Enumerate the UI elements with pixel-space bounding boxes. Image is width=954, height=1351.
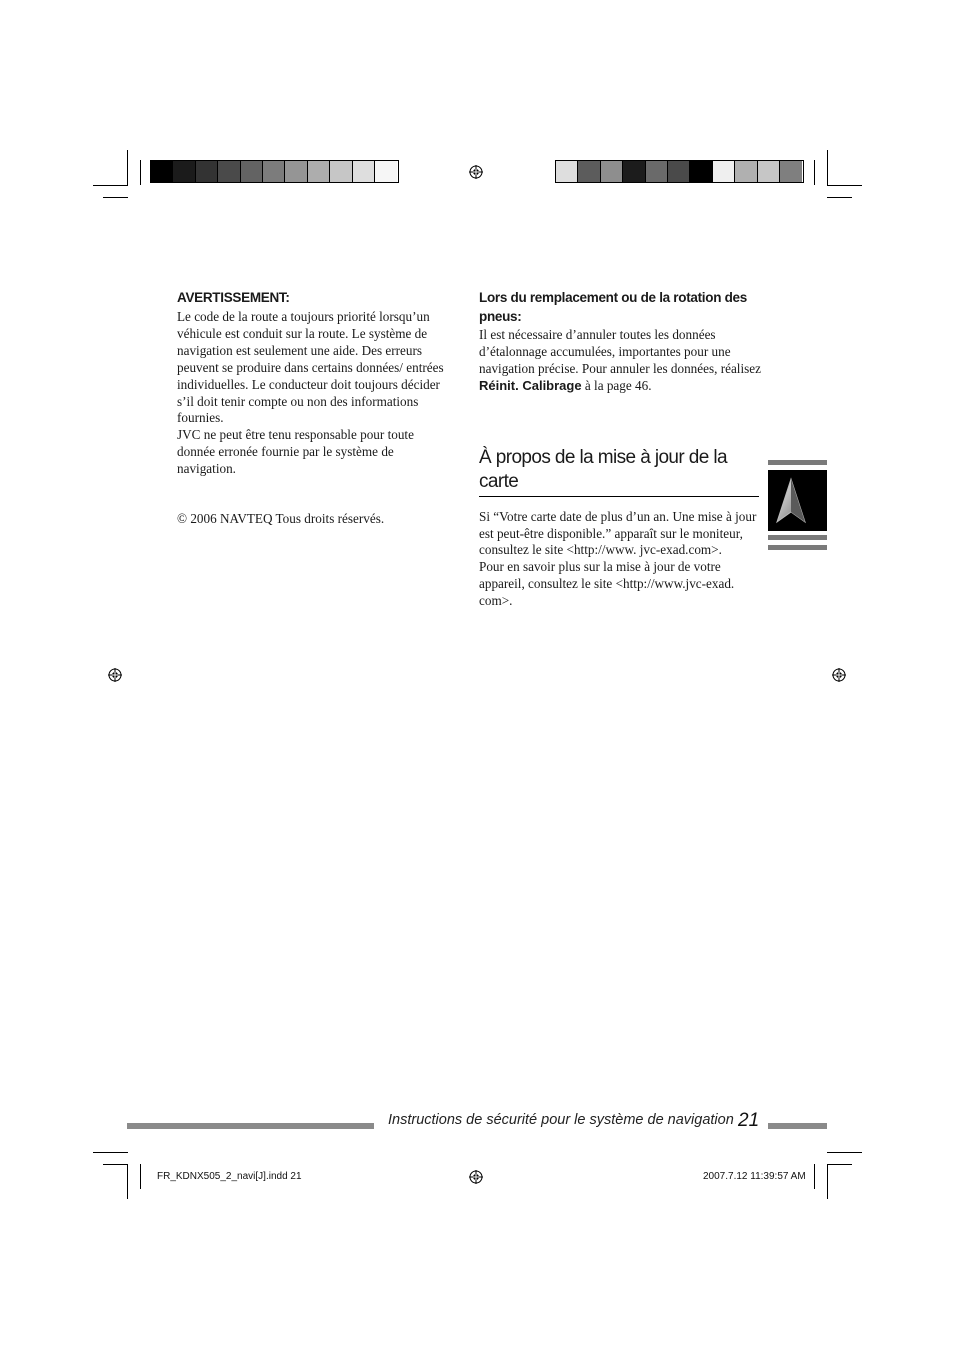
color-swatch [285, 161, 307, 182]
color-swatch [353, 161, 375, 182]
tire-paragraph [479, 327, 761, 395]
footer-title: Instructions de sécurité pour le système de navigation [388, 1112, 734, 1128]
color-swatch [263, 161, 285, 182]
registration-mark-icon [469, 165, 483, 179]
color-swatch [713, 161, 735, 182]
crop-mark [827, 1164, 852, 1165]
map-update-more-paragraph: Pour en savoir plus sur la mise à jour de votre appareil, consultez le site <http://www.jvc-exad. com>. [479, 559, 735, 609]
color-swatch [308, 161, 330, 182]
color-swatch [556, 161, 578, 182]
crop-mark [127, 150, 128, 185]
color-swatch [780, 161, 802, 182]
color-swatch [330, 161, 352, 182]
crop-mark [814, 160, 815, 185]
tire-heading: Lors du remplacement ou de la rotation des pneus: [479, 290, 747, 324]
footer-rule-left [127, 1123, 374, 1129]
page-number: 21 [738, 1110, 760, 1131]
registration-mark-icon [832, 668, 846, 682]
tire-text: Il est nécessaire d’annuler toutes les données d’étalonnage accumulées, importantes pour une navigation précise. Pour annuler les données, réalisez [479, 327, 761, 376]
color-swatch [601, 161, 623, 182]
registration-mark-icon [469, 1170, 483, 1184]
color-swatch [690, 161, 712, 182]
crop-mark [827, 150, 828, 185]
warning-heading: AVERTISSEMENT: [177, 290, 290, 305]
color-swatch [218, 161, 240, 182]
color-calibration-bar-right [555, 160, 804, 183]
crop-mark [103, 197, 128, 198]
slug-timestamp: 2007.7.12 11:39:57 AM [703, 1171, 806, 1182]
registration-mark-icon [108, 668, 122, 682]
crop-mark [827, 1164, 828, 1199]
crop-mark [140, 1164, 141, 1189]
crop-mark [827, 185, 862, 186]
copyright-notice: © 2006 NAVTEQ Tous droits réservés. [177, 511, 385, 527]
color-swatch [646, 161, 668, 182]
left-column [177, 288, 455, 528]
color-swatch [375, 161, 397, 182]
liability-paragraph: JVC ne peut être tenu responsable pour toute donnée erronée fournie par le système de navigation. [177, 427, 414, 477]
color-swatch [578, 161, 600, 182]
crop-mark [127, 1164, 128, 1199]
crop-mark [140, 160, 141, 185]
tire-page-ref: à la page 46. [581, 377, 652, 393]
footer-rule-right [768, 1123, 827, 1129]
section-tab-marker [768, 460, 827, 552]
calibration-reset-label: Réinit. Calibrage [479, 377, 582, 393]
slug-filename: FR_KDNX505_2_navi[J].indd 21 [157, 1171, 302, 1182]
color-swatch [735, 161, 757, 182]
color-swatch [241, 161, 263, 182]
crop-mark [814, 1164, 815, 1189]
map-update-title: À propos de la mise à jour de la carte [479, 446, 759, 497]
right-column [479, 288, 761, 610]
color-calibration-bar-left [150, 160, 399, 183]
crop-mark [103, 1164, 128, 1165]
color-swatch [173, 161, 195, 182]
map-update-paragraph: Si “Votre carte date de plus d’un an. Une mise à jour est peut-être disponible.” apparaît sur le moniteur, consultez le site <http://www. jvc-exad.com>. [479, 508, 757, 558]
warning-paragraph: Le code de la route a toujours priorité lorsqu’un véhicule est conduit sur la route. Le système de navigation est seulement une aide. Des erreurs peuvent se produire dans certains données/ entrées individuelles. Le conducteur doit toujours décider s’il doit tenir compte ou non des informations fournies. [177, 309, 444, 426]
color-swatch [758, 161, 780, 182]
navigation-arrow-icon [768, 470, 827, 531]
crop-mark [827, 1152, 862, 1153]
color-swatch [151, 161, 173, 182]
color-swatch [623, 161, 645, 182]
crop-mark [93, 185, 128, 186]
color-swatch [668, 161, 690, 182]
crop-mark [827, 197, 852, 198]
color-swatch [196, 161, 218, 182]
crop-mark [93, 1152, 128, 1153]
